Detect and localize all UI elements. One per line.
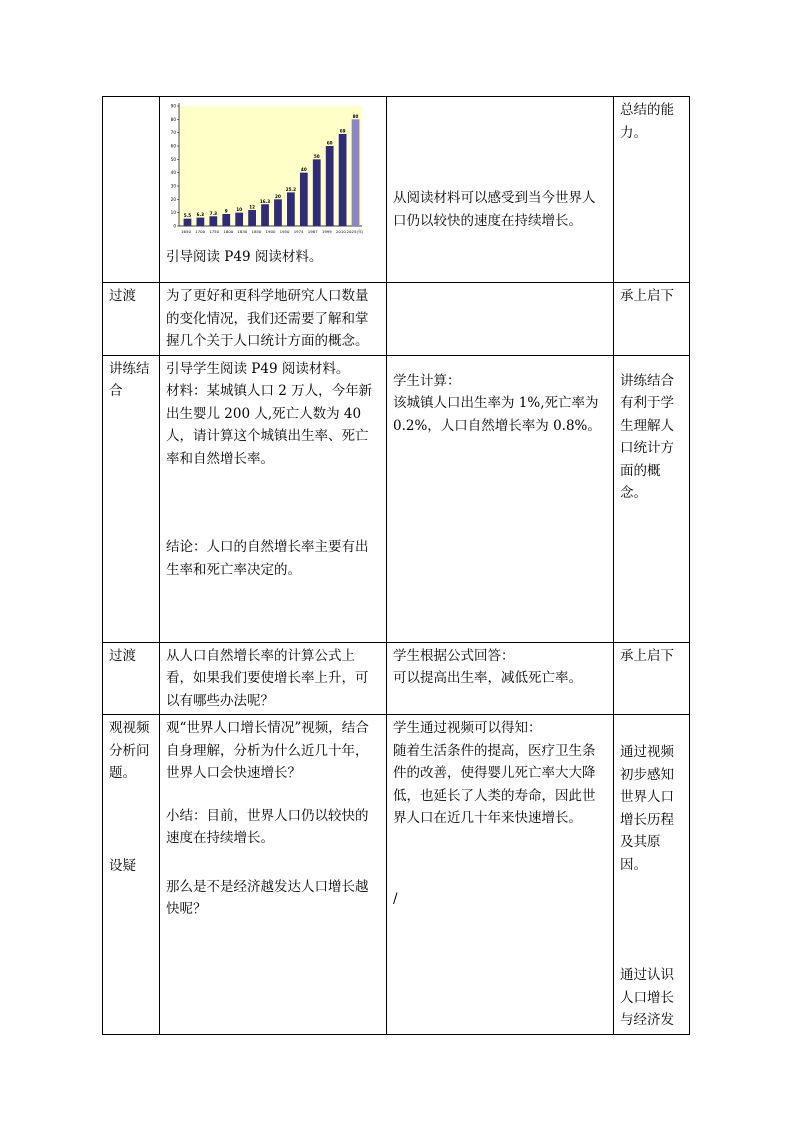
- student-activity-cell: [387, 642, 614, 715]
- teacher-activity-cell: [160, 642, 387, 715]
- student-text: 学生计算：: [393, 372, 461, 389]
- chart-bar: [287, 192, 295, 226]
- chart-bar: [222, 214, 230, 226]
- y-tick-label: 30: [170, 183, 176, 189]
- table-row: [103, 642, 690, 715]
- student-text: 随着生活条件的提高，医疗卫生条件的改善，使得婴儿死亡率大大降低，也延长了人类的寿命，因此世界人口在近几十年来快速增长。: [393, 742, 596, 826]
- y-tick-label: 90: [170, 103, 176, 109]
- student-text: /: [393, 890, 398, 907]
- lesson-plan-table: [102, 96, 690, 1035]
- bar-value-label: 5.5: [183, 213, 192, 219]
- teacher-text: 观“世界人口增长情况”视频，结合自身理解，分析为什么近几十年，世界人口会快速增长？: [166, 720, 369, 781]
- x-tick-label: 1999: [321, 229, 332, 234]
- intent-text: 讲练结合有利于学生理解人口统计方面的概念。: [620, 372, 674, 501]
- chart-bar: [209, 216, 217, 226]
- reading-caption: 引导阅读 P49 阅读材料。: [166, 249, 323, 265]
- x-tick-label: 1850: [251, 229, 262, 234]
- x-tick-label: 1800: [223, 229, 234, 234]
- design-intent-cell: 承上启下: [614, 642, 690, 715]
- x-tick-label: 1830: [237, 229, 248, 234]
- student-text: 该城镇人口出生率为 1%,死亡率为 0.2%，人口自然增长率为 0.8%。: [393, 395, 601, 434]
- bar-value-label: 12: [249, 204, 256, 210]
- y-tick-label: 50: [170, 156, 176, 162]
- chart-bar: [248, 210, 256, 226]
- stage-text: 观视频分析问题。: [109, 720, 150, 781]
- table-row: [103, 97, 690, 283]
- teacher-activity-cell: [160, 715, 387, 1035]
- chart-bar: [339, 134, 347, 226]
- chart-plot-area: [179, 106, 362, 226]
- x-tick-label: 1987: [307, 229, 318, 234]
- x-tick-label: 1750: [209, 229, 220, 234]
- chart-bar: [326, 146, 334, 226]
- student-text: 学生通过视频可以得知：: [393, 720, 542, 736]
- stage-text: 设疑: [109, 857, 136, 874]
- chart-bar: [313, 159, 321, 226]
- teacher-text: 材料：某城镇人口 2 万人，今年新出生婴儿 200 人,死亡人数为 40 人，请计算这个城镇出生率、死亡率和自然增长率。: [166, 383, 373, 467]
- bar-value-label: 10: [236, 207, 243, 213]
- table-row: [103, 355, 690, 642]
- x-tick-label: 2025(年): [346, 229, 364, 234]
- population-chart: [166, 100, 366, 240]
- x-tick-label: 1900: [265, 229, 276, 234]
- student-activity-cell: [387, 283, 614, 356]
- student-text: 学生根据公式回答：: [393, 647, 515, 664]
- bar-value-label: 60: [326, 140, 333, 146]
- y-tick-label: 10: [170, 210, 176, 216]
- chart-bar: [197, 218, 205, 226]
- teacher-activity-cell: [160, 283, 387, 356]
- population-bar-chart: [166, 100, 366, 240]
- intent-text: 通过认识人口增长与经济发: [620, 967, 674, 1028]
- student-activity-cell: [387, 355, 614, 642]
- y-tick-label: 20: [170, 196, 176, 202]
- teacher-activity-cell: [160, 97, 387, 283]
- bar-value-label: 69: [339, 128, 346, 134]
- stage-cell: [103, 97, 160, 283]
- table-row: [103, 715, 690, 1035]
- chart-bar: [235, 213, 243, 226]
- x-tick-label: 1650: [181, 229, 191, 234]
- chart-bar: [261, 204, 269, 226]
- stage-cell: [103, 715, 160, 1035]
- bar-value-label: 16.3: [259, 198, 271, 204]
- teacher-text: 为了更好和更科学地研究人口数量的变化情况，我们还需要了解和掌握几个关于人口统计方面的概念。: [166, 288, 369, 349]
- x-tick-label: 2010: [335, 229, 346, 234]
- teacher-text: 引导学生阅读 P49 阅读材料。: [166, 360, 350, 377]
- chart-bar: [300, 173, 308, 226]
- bar-value-label: 25.2: [285, 186, 297, 192]
- table-row: [103, 283, 690, 356]
- design-intent-cell: [614, 355, 690, 642]
- stage-cell: 讲练结合: [103, 355, 160, 642]
- student-activity-cell: [387, 97, 614, 283]
- teacher-activity-cell: [160, 355, 387, 642]
- bar-value-label: 80: [352, 113, 359, 119]
- intent-text: 通过视频初步感知世界人口增长历程及其原因。: [620, 744, 674, 873]
- chart-bar: [352, 119, 360, 226]
- bar-value-label: 50: [313, 153, 320, 159]
- y-tick-label: 70: [170, 130, 176, 136]
- bar-value-label: 7.3: [209, 210, 218, 216]
- student-text: 从阅读材料可以感受到当今世界人口仍以较快的速度在持续增长。: [393, 190, 596, 229]
- y-tick-label: 0: [173, 223, 176, 229]
- conclusion-text: 结论：人口的自然增长率主要有出生率和死亡率决定的。: [166, 539, 369, 578]
- student-activity-cell: [387, 715, 614, 1035]
- y-tick-label: 60: [170, 143, 176, 149]
- x-tick-label: 1950: [279, 229, 290, 234]
- x-tick-label: 1974: [293, 229, 304, 234]
- student-text: 可以提高出生率，减低死亡率。: [393, 670, 582, 686]
- y-tick-label: 80: [170, 116, 176, 122]
- bar-value-label: 40: [300, 167, 307, 173]
- question-text: 那么是不是经济越发达人口增长越快呢？: [166, 878, 369, 917]
- chart-bar: [274, 199, 282, 226]
- x-tick-label: 1700: [195, 229, 206, 234]
- design-intent-cell: 承上启下: [614, 283, 690, 356]
- bar-value-label: 6.3: [196, 212, 205, 218]
- teacher-text: 从人口自然增长率的计算公式上看，如果我们要使增长率上升，可以有哪些办法呢？: [166, 647, 369, 709]
- stage-cell: 过渡: [103, 642, 160, 715]
- design-intent-cell: 总结的能力。: [614, 97, 690, 283]
- summary-text: 小结：目前，世界人口仍以较快的速度在持续增长。: [166, 807, 369, 846]
- y-tick-label: 40: [170, 170, 176, 176]
- stage-cell: 过渡: [103, 283, 160, 356]
- design-intent-cell: [614, 715, 690, 1035]
- bar-value-label: 9: [224, 208, 228, 214]
- bar-value-label: 20: [275, 193, 281, 199]
- chart-bar: [184, 219, 192, 226]
